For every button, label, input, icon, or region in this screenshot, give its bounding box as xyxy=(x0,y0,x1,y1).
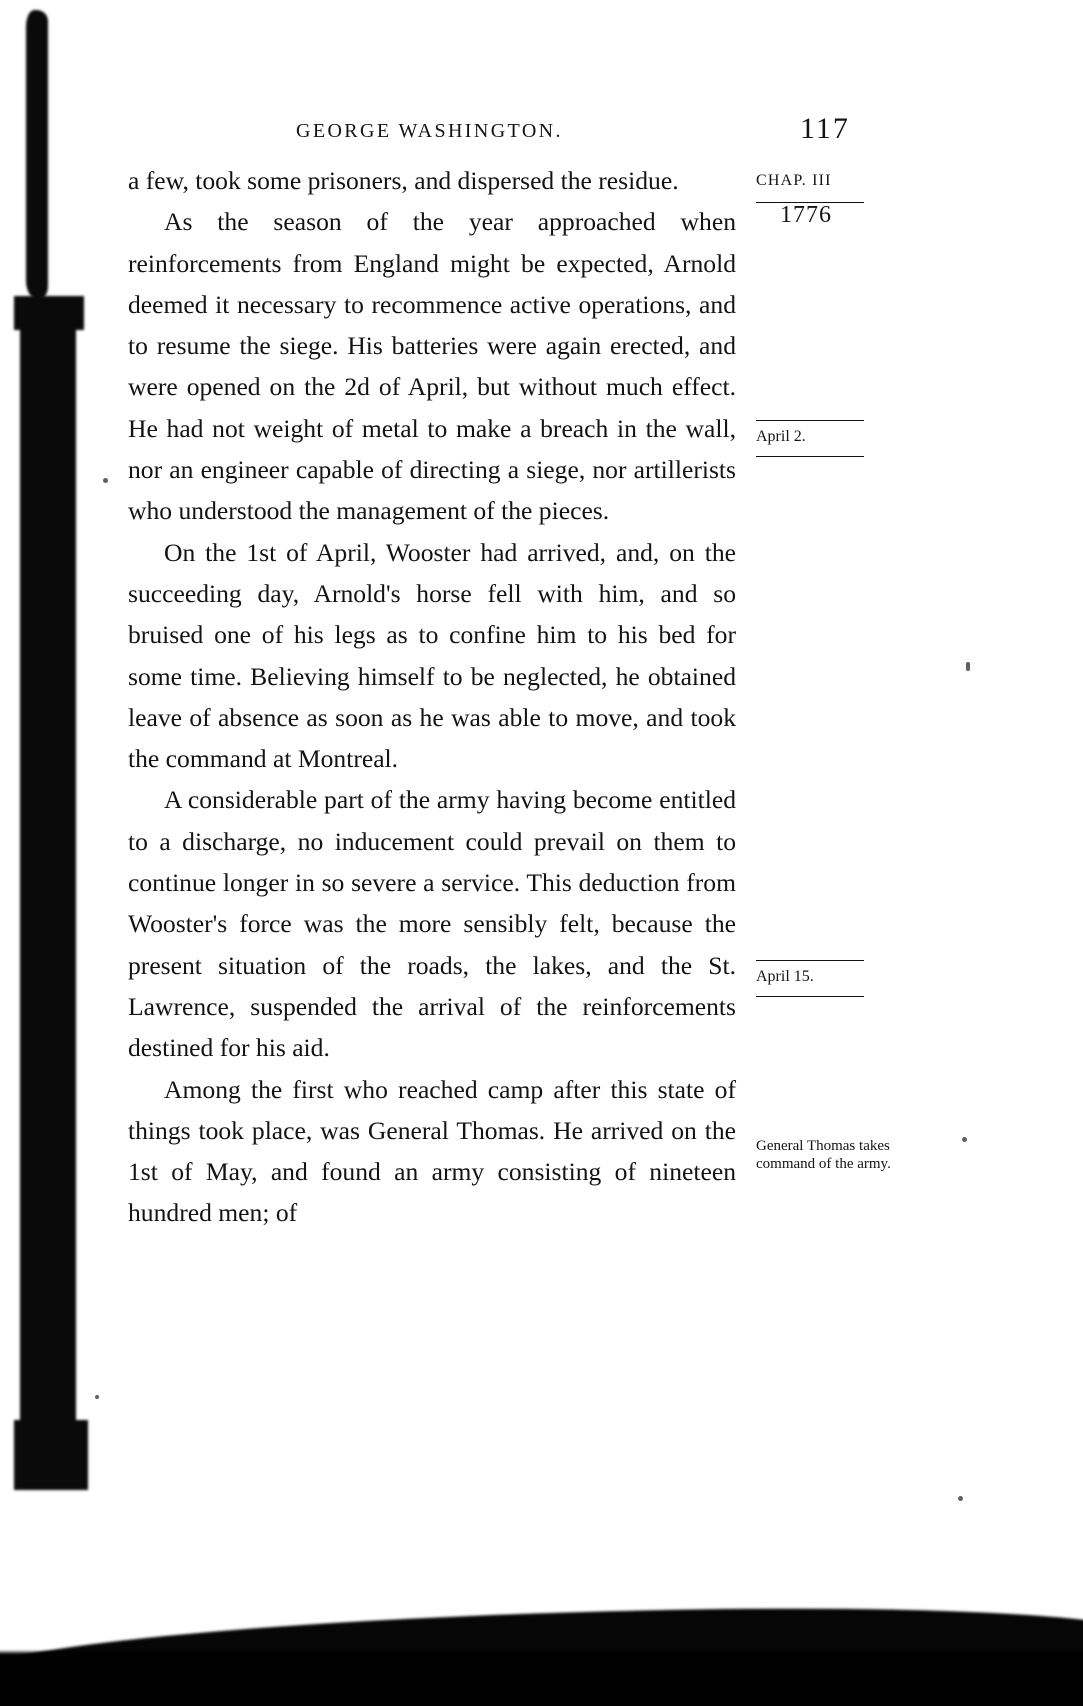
year-marginal-note xyxy=(756,202,936,228)
marginal-rule-date2-top xyxy=(756,960,864,961)
scan-speck xyxy=(962,1137,967,1142)
scan-speck xyxy=(966,662,970,671)
paragraph-2: As the season of the year approached when reinforcements from England might be expected, Arnold deemed it necessary to recommence active operations, and to resume the siege. His batteries were again erected, and were opened on the 2d of April, but without much effect. He had not weight of metal to make a breach in the wall, nor an engineer capable of directing a siege, nor artillerists who understood the management of the pieces. xyxy=(128,207,736,526)
scan-speck xyxy=(103,478,108,483)
year-label: 1776 xyxy=(780,202,832,228)
side-note-thomas: General Thomas takes command of the army. xyxy=(756,1138,891,1172)
chapter-label: CHAP. III xyxy=(756,172,832,189)
paragraph-5: Among the first who reached camp after this state of things took place, was General Thomas. He arrived on the 1st of May, and found an army consisting of nineteen hundred men; of xyxy=(128,1074,736,1228)
marginal-rule-date1-top xyxy=(756,420,864,421)
marginal-rule-date2-bottom xyxy=(756,996,864,997)
date-note-2: April 15. xyxy=(756,968,814,985)
date-note-1: April 2. xyxy=(756,428,806,445)
body-text-column xyxy=(128,160,736,1234)
scan-speck xyxy=(958,1496,963,1501)
paragraph-1: a few, took some prisoners, and dispersed the residue. xyxy=(128,166,679,195)
running-head: GEORGE WASHINGTON. xyxy=(296,120,563,142)
paragraph-3: On the 1st of April, Wooster had arrived, and, on the succeeding day, Arnold's horse fell with him, and so bruised one of his legs as to confine him to his bed for some time. Believing himself to be neglected, he obtained leave of absence as soon as he was able to move, and took the command at Montreal. xyxy=(128,537,736,774)
marginal-rule-date1-bottom xyxy=(756,456,864,457)
page-number: 117 xyxy=(800,112,850,145)
chapter-marginal-note xyxy=(756,172,936,190)
scan-speck xyxy=(95,1395,99,1399)
paragraph-4: A considerable part of the army having become entitled to a discharge, no inducement could prevail on them to continue longer in so severe a service. This deduction from Wooster's force was the more sensibly felt, because the present situation of the roads, the lakes, and the St. Lawrence, suspended the arrival of the reinforcements destined for his aid. xyxy=(128,785,736,1063)
